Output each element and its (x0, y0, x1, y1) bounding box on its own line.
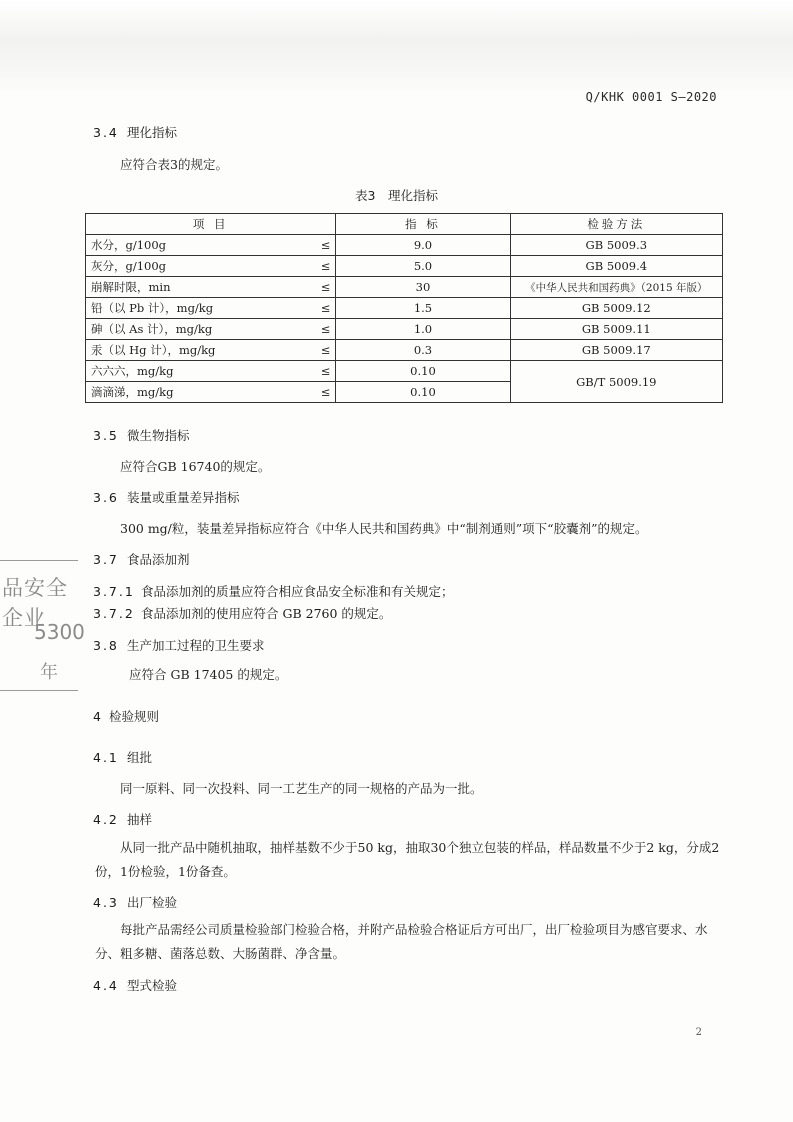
section-title: 食品添加剂 (127, 552, 190, 567)
table-row (86, 235, 723, 256)
section-number: 3.8 (93, 638, 119, 653)
heading-3-4 (93, 123, 177, 141)
row-method-merged: GB/T 5009.19 (510, 361, 722, 403)
paragraph-3-5: 应符合GB 16740的规定。 (120, 459, 271, 474)
paragraph-3-6: 300 mg/粒，装量差异指标应符合《中华人民共和国药典》中“制剂通则”项下“胶囊剂”的规定。 (120, 521, 648, 536)
row-item: 水分，g/100g (86, 235, 312, 256)
page-number: 2 (695, 1027, 702, 1038)
clause-text: 食品添加剂的质量应符合相应食品安全标准和有关规定； (141, 584, 454, 599)
row-item: 汞（以 Hg 计），mg/kg (86, 340, 312, 361)
row-value: 0.3 (336, 340, 510, 361)
section-number: 3.4 (93, 125, 119, 140)
clause-3-7-1 (93, 582, 454, 600)
table-row (86, 277, 723, 298)
row-value: 5.0 (336, 256, 510, 277)
table-row (86, 256, 723, 277)
section-title: 装量或重量差异指标 (127, 490, 240, 505)
section-title: 型式检验 (127, 978, 178, 993)
section-title: 理化指标 (127, 125, 178, 140)
paragraph-4-2: 从同一批产品中随机抽取，抽样基数不少于50 kg，抽取30个独立包装的样品，样品数量不少于2 kg，分成2份，1份检验，1份备查。 (95, 840, 720, 879)
row-item: 灰分，g/100g (86, 256, 312, 277)
table-row (86, 361, 723, 382)
paragraph-4-3: 每批产品需经公司质量检验部门检验合格，并附产品检验合格证后方可出厂，出厂检验项目为感官要求、水分、粗多糖、菌落总数、大肠菌群、净含量。 (95, 922, 708, 961)
row-comparator: ≤ (312, 361, 336, 382)
row-method: GB 5009.11 (510, 319, 722, 340)
row-item: 滴滴涕，mg/kg (86, 382, 312, 403)
heading-4-1 (93, 748, 152, 766)
section-title: 微生物指标 (127, 428, 190, 443)
section-number: 4.3 (93, 895, 119, 910)
row-method: 《中华人民共和国药典》（2015 年版） (510, 277, 722, 298)
standard-code: Q/KHK 0001 S—2020 (585, 90, 717, 104)
stamp-text: 年 (40, 662, 58, 683)
header-item: 项 目 (86, 214, 336, 235)
section-number: 4 (93, 709, 103, 724)
stamp-border (0, 690, 78, 691)
row-method: GB 5009.12 (510, 298, 722, 319)
row-comparator: ≤ (312, 319, 336, 340)
heading-4-3 (93, 893, 177, 911)
physicochemical-table (85, 213, 723, 403)
section-title: 组批 (127, 750, 153, 765)
paragraph-4-1: 同一原料、同一次投料、同一工艺生产的同一规格的产品为一批。 (120, 781, 483, 796)
section-title: 抽样 (127, 812, 153, 827)
section-number: 4.2 (93, 812, 119, 827)
row-comparator: ≤ (312, 340, 336, 361)
row-value: 0.10 (336, 361, 510, 382)
section-title: 出厂检验 (127, 895, 178, 910)
paragraph-3-8: 应符合 GB 17405 的规定。 (129, 667, 288, 682)
table-row (86, 319, 723, 340)
stamp-text: 5300 (34, 620, 85, 644)
row-value: 0.10 (336, 382, 510, 403)
section-number: 3.6 (93, 490, 119, 505)
clause-number: 3.7.1 (93, 584, 135, 599)
row-item: 铅（以 Pb 计），mg/kg (86, 298, 312, 319)
row-method: GB 5009.17 (510, 340, 722, 361)
section-title: 生产加工过程的卫生要求 (127, 638, 265, 653)
row-value: 1.0 (336, 319, 510, 340)
heading-3-8 (93, 636, 265, 654)
section-number: 4.1 (93, 750, 119, 765)
clause-text: 食品添加剂的使用应符合 GB 2760 的规定。 (141, 606, 392, 621)
heading-3-7 (93, 550, 190, 568)
row-comparator: ≤ (312, 277, 336, 298)
row-value: 1.5 (336, 298, 510, 319)
row-item: 崩解时限，min (86, 277, 312, 298)
section-number: 3.7 (93, 552, 119, 567)
section-number: 4.4 (93, 978, 119, 993)
page-top-shade (0, 0, 793, 90)
row-method: GB 5009.3 (510, 235, 722, 256)
table-header-row (86, 214, 723, 235)
heading-3-6 (93, 488, 240, 506)
row-item: 六六六，mg/kg (86, 361, 312, 382)
row-value: 30 (336, 277, 510, 298)
heading-4 (93, 707, 159, 725)
heading-4-2 (93, 810, 152, 828)
section-title: 检验规则 (109, 709, 160, 724)
table-row (86, 298, 723, 319)
seal-stamp (0, 552, 85, 692)
section-number: 3.5 (93, 428, 119, 443)
table-caption: 表3 理化指标 (355, 188, 438, 203)
header-method: 检验方法 (510, 214, 722, 235)
heading-4-4 (93, 976, 177, 994)
stamp-border (0, 560, 78, 561)
row-value: 9.0 (336, 235, 510, 256)
row-comparator: ≤ (312, 382, 336, 403)
table-row (86, 340, 723, 361)
row-item: 砷（以 As 计），mg/kg (86, 319, 312, 340)
heading-3-5 (93, 426, 190, 444)
stamp-text: 品安全企业 (2, 576, 68, 630)
row-comparator: ≤ (312, 235, 336, 256)
header-value: 指 标 (336, 214, 510, 235)
clause-3-7-2 (93, 604, 391, 622)
clause-number: 3.7.2 (93, 606, 135, 621)
row-comparator: ≤ (312, 298, 336, 319)
row-comparator: ≤ (312, 256, 336, 277)
row-method: GB 5009.4 (510, 256, 722, 277)
paragraph-3-4: 应符合表3的规定。 (120, 157, 228, 172)
